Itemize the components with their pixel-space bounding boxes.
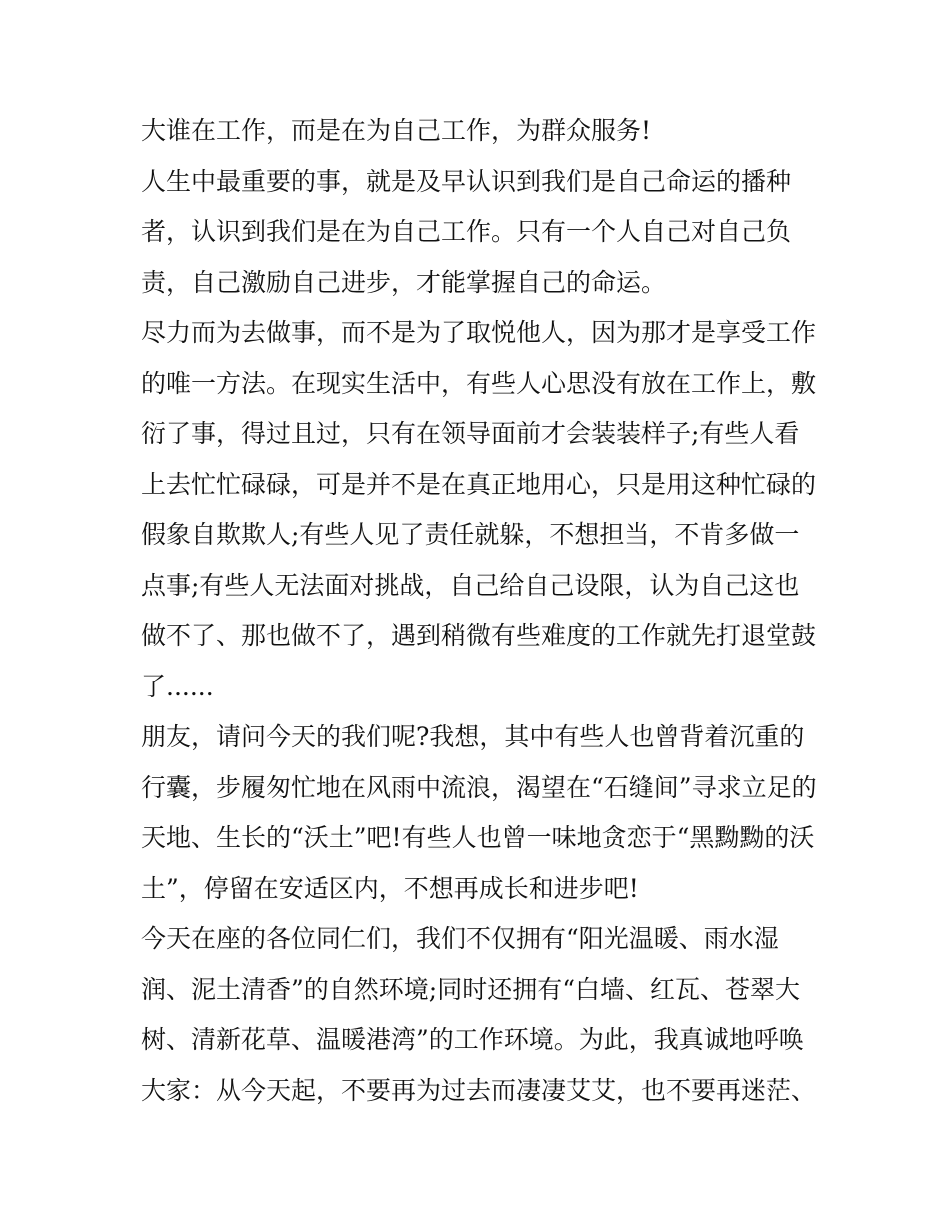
text-line-10: 点事;有些人无法面对挑战，自己给自己设限，认为自己这也	[141, 570, 800, 600]
text-line-11: 做不了、那也做不了，遇到稍微有些难度的工作就先打退堂鼓	[141, 621, 817, 650]
text-line-14: 行囊，步履匆忙地在风雨中流浪，渴望在“石缝间”寻求立足的	[141, 772, 817, 802]
text-line-4: 责，自己激励自己进步，才能掌握自己的命运。	[141, 267, 667, 297]
text-line-6: 的唯一方法。在现实生活中，有些人心思没有放在工作上，敷	[141, 368, 817, 398]
text-line-8: 上去忙忙碌碌，可是并不是在真正地用心，只是用这种忙碌的	[141, 469, 817, 499]
text-line-2: 人生中最重要的事，就是及早认识到我们是自己命运的播种	[141, 166, 792, 196]
text-line-5: 尽力而为去做事，而不是为了取悦他人，因为那才是享受工作	[141, 318, 817, 347]
text-line-9: 假象自欺欺人;有些人见了责任就躲，不想担当，不肯多做一	[141, 520, 800, 549]
text-line-13: 朋友，请问今天的我们呢?我想，其中有些人也曾背着沉重的	[141, 722, 805, 751]
text-line-19: 树、清新花草、温暖港湾”的工作环境。为此，我真诚地呼唤	[141, 1025, 804, 1054]
text-line-18: 润、泥土清香”的自然环境;同时还拥有“白墙、红瓦、苍翠大	[141, 974, 800, 1004]
body-text	[141, 106, 831, 1116]
text-line-7: 衍了事，得过且过，只有在领导面前才会装装样子;有些人看	[141, 419, 800, 448]
text-line-17: 今天在座的各位同仁们，我们不仅拥有“阳光温暖、雨水湿	[141, 924, 779, 953]
text-line-15: 天地、生长的“沃土”吧!有些人也曾一味地贪恋于“黑黝黝的沃	[141, 823, 815, 852]
text-line-20: 大家：从今天起，不要再为过去而凄凄艾艾，也不要再迷茫、	[141, 1075, 817, 1105]
text-line-16: 土”，停留在安适区内，不想再成长和进步吧!	[141, 873, 639, 903]
text-line-1: 大谁在工作，而是在为自己工作，为群众服务!	[141, 116, 652, 145]
text-line-3: 者，认识到我们是在为自己工作。只有一个人自己对自己负	[141, 217, 792, 246]
text-line-12: 了......	[141, 671, 214, 701]
